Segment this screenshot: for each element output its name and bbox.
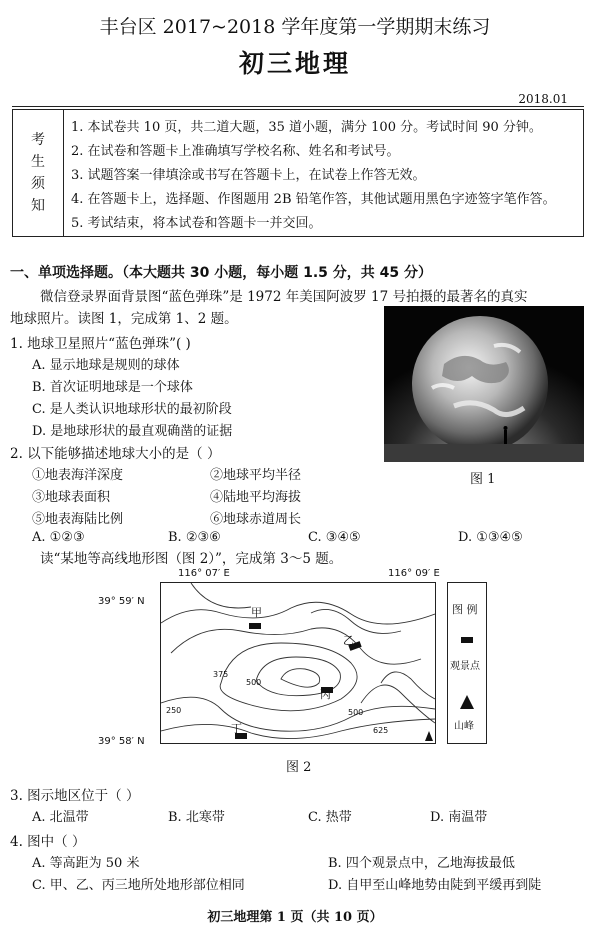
notice-label-char: 生 — [31, 154, 45, 170]
earth-image — [384, 306, 584, 462]
viewpoint-jia — [249, 623, 261, 629]
question-2-stem: 2. 以下能够描述地球大小的是（ ） — [10, 446, 221, 462]
q1-option-d[interactable]: D. 是地球形状的最直观确凿的证据 — [32, 424, 233, 439]
q3-option-a[interactable]: A. 北温带 — [32, 810, 89, 825]
contour-label: 500 — [246, 678, 262, 687]
notice-item: 4. 在答题卡上，选择题、作图题用 2B 铅笔作答，其他试题用黑色字迹签字笔作答。 — [71, 192, 556, 207]
label-yi: 乙 — [343, 634, 354, 647]
q1-option-c[interactable]: C. 是人类认识地球形状的最初阶段 — [32, 402, 232, 417]
legend-viewpoint: 观景点 — [450, 661, 480, 672]
notice-label — [13, 110, 64, 236]
notice-items — [71, 116, 556, 236]
question-1-stem: 1. 地球卫星照片“蓝色弹珠”( ) — [10, 336, 191, 352]
question-3-stem: 3. 图示地区位于（ ） — [10, 788, 140, 804]
contour-lines — [161, 583, 435, 743]
q3-option-b[interactable]: B. 北寒带 — [168, 810, 225, 825]
exam-title: 丰台区 2017~2018 学年度第一学期期末练习 — [99, 16, 491, 38]
contour-label: 625 — [373, 726, 389, 735]
notice-label-char: 知 — [31, 198, 45, 214]
notice-item: 3. 试题答案一律填涂或书写在答题卡上，在试卷上作答无效。 — [71, 168, 426, 183]
q4-option-c[interactable]: C. 甲、乙、丙三地所处地形部位相同 — [32, 878, 245, 893]
contour-label: 500 — [348, 708, 364, 717]
longitude-left: 116° 07′ E — [178, 568, 230, 579]
q2-item: ③地球表面积 — [32, 490, 111, 505]
label-bing: 丙 — [320, 688, 331, 701]
q2-item: ⑥地球赤道周长 — [210, 512, 302, 527]
q4-option-a[interactable]: A. 等高距为 50 米 — [32, 856, 140, 871]
viewpoint-symbol — [461, 637, 473, 643]
legend-peak: 山峰 — [454, 721, 474, 732]
question-4-stem: 4. 图中（ ） — [10, 834, 86, 850]
q2-item: ②地球平均半径 — [210, 468, 302, 483]
q4-option-d[interactable]: D. 自甲至山峰地势由陡到平缓再到陡 — [328, 878, 542, 893]
map-legend — [447, 582, 487, 744]
peak-marker — [425, 731, 433, 741]
label-jia: 甲 — [251, 606, 262, 619]
q3-option-c[interactable]: C. 热带 — [308, 810, 352, 825]
notice-item: 1. 本试卷共 10 页，共二道大题，35 道小题，满分 100 分。考试时间 90 分钟。 — [71, 120, 542, 135]
legend-title: 图 例 — [452, 603, 478, 616]
contour-label: 250 — [166, 706, 182, 715]
peak-symbol — [460, 695, 474, 709]
latitude-bottom: 39° 58′ N — [98, 736, 145, 747]
page-footer: 初三地理第 1 页（共 10 页） — [207, 910, 383, 925]
longitude-right: 116° 09′ E — [388, 568, 440, 579]
q2-item: ①地表海洋深度 — [32, 468, 124, 483]
q4-option-b[interactable]: B. 四个观景点中，乙地海拔最低 — [328, 856, 515, 871]
q2-option-d[interactable]: D. ①③④⑤ — [458, 530, 523, 545]
intro-line: 微信登录界面背景图“蓝色弹珠”是 1972 年美国阿波罗 17 号拍摄的最著名的真实 — [40, 289, 528, 305]
q2-option-c[interactable]: C. ③④⑤ — [308, 530, 361, 545]
q2-item: ⑤地表海陆比例 — [32, 512, 124, 527]
q1-option-b[interactable]: B. 首次证明地球是一个球体 — [32, 380, 193, 395]
section-heading: 一、单项选择题。（本大题共 30 小题，每小题 1.5 分，共 45 分） — [10, 265, 433, 281]
earth-photo — [384, 306, 584, 462]
q2-option-b[interactable]: B. ②③⑥ — [168, 530, 221, 545]
subject-title: 初三地理 — [238, 49, 351, 78]
q2-option-a[interactable]: A. ①②③ — [32, 530, 85, 545]
figure-2-caption: 图 2 — [286, 760, 312, 775]
header-divider — [12, 106, 584, 107]
notice-item: 2. 在试卷和答题卡上准确填写学校名称、姓名和考试号。 — [71, 144, 400, 159]
q3-option-d[interactable]: D. 南温带 — [430, 810, 488, 825]
exam-date: 2018.01 — [518, 92, 568, 106]
notice-label-char: 考 — [31, 132, 45, 148]
contour-label: 375 — [213, 670, 229, 679]
notice-item: 5. 考试结束，将本试卷和答题卡一并交回。 — [71, 216, 322, 231]
intro-q3-5: 读“某地等高线地形图（图 2）”，完成第 3～5 题。 — [40, 551, 343, 567]
intro-line: 地球照片。读图 1，完成第 1、2 题。 — [10, 311, 238, 327]
q1-option-a[interactable]: A. 显示地球是规则的球体 — [32, 358, 180, 373]
latitude-top: 39° 59′ N — [98, 596, 145, 607]
figure-1-caption: 图 1 — [470, 472, 496, 487]
contour-map — [160, 582, 436, 744]
notice-label-char: 须 — [31, 176, 45, 192]
label-ding: 丁 — [231, 722, 242, 735]
notice-box — [12, 109, 584, 237]
q2-item: ④陆地平均海拔 — [210, 490, 302, 505]
